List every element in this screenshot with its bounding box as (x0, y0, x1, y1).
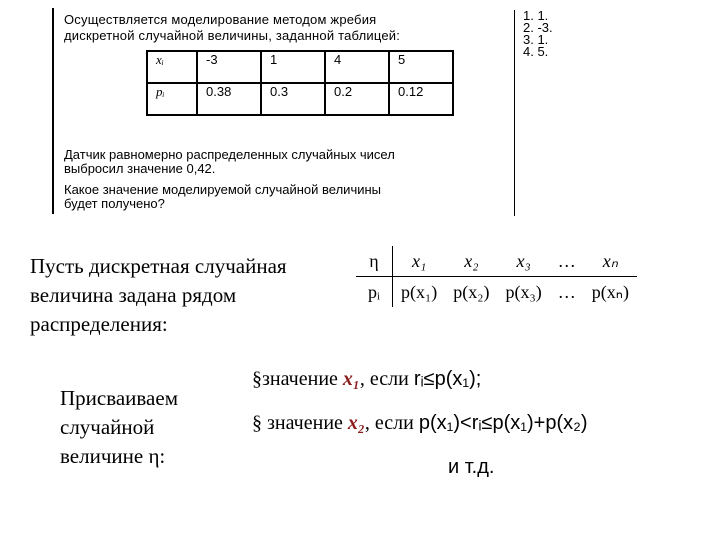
rule-x1 (252, 368, 481, 391)
series-x-cell: x₁ (393, 246, 446, 277)
assign-text: Присваиваем случайной величине η: (60, 386, 178, 468)
table-row-header: pᵢ (147, 83, 197, 115)
series-x-cell: x₂ (445, 246, 497, 277)
task-image (52, 8, 519, 214)
task-distribution-table (146, 50, 454, 116)
task-question-line: дискретной случайной величины, заданной таблицей: (64, 28, 401, 43)
bullet-icon: § (252, 412, 267, 434)
table-cell: -3 (197, 51, 261, 83)
answer-options (514, 10, 553, 216)
answer-option[interactable]: 1. 1. (523, 8, 549, 23)
series-p-cell: p(x₂) (453, 281, 490, 302)
distribution-series-table (356, 246, 637, 307)
bullet-icon: § (252, 368, 262, 390)
rule-prefix: значение (267, 412, 348, 434)
answer-option[interactable]: 4. 5. (523, 44, 549, 59)
series-p-cell: p(x₁) (401, 281, 438, 302)
intro-text: Пусть дискретная случайная величина задана рядом распределения: (30, 254, 287, 336)
table-cell: 0.2 (325, 83, 389, 115)
rule-condition: p(x₁)<rᵢ≤p(x₁)+p(x₂) (418, 412, 588, 434)
rule-var: x₁ (342, 368, 360, 390)
task-question (64, 12, 400, 44)
table-cell: 4 (325, 51, 389, 83)
task-ask-line: будет получено? (64, 196, 165, 211)
rule-condition: rᵢ≤p(x₁); (413, 368, 482, 390)
series-x-cell: xₙ (584, 246, 637, 277)
eta-header: η (356, 246, 393, 277)
task-ask-text (64, 183, 381, 211)
task-ask-line: Какое значение моделируемой случайной величины (64, 182, 381, 197)
series-p-cell: … (557, 281, 576, 302)
series-p-cell: p(x₃) (505, 281, 542, 302)
table-row-header: xᵢ (147, 51, 197, 83)
rule-var: x₂ (347, 412, 365, 434)
rule-mid: , если (364, 412, 419, 434)
table-cell: 0.3 (261, 83, 325, 115)
task-sensor-text (64, 148, 395, 176)
table-cell: 0.38 (197, 83, 261, 115)
task-sensor-line: выбросил значение 0,42. (64, 161, 216, 176)
answer-option[interactable]: 2. -3. (523, 20, 553, 35)
task-question-line: Осуществляется моделирование методом жребия (64, 12, 377, 27)
table-cell: 1 (261, 51, 325, 83)
series-x-cell: x₃ (498, 246, 550, 277)
pi-header: pᵢ (356, 277, 393, 308)
rule-mid: , если (359, 368, 414, 390)
answer-option[interactable]: 3. 1. (523, 32, 549, 47)
series-x-cell: … (550, 246, 584, 277)
task-sensor-line: Датчик равномерно распределенных случайных чисел (64, 147, 395, 162)
rule-prefix: значение (262, 368, 343, 390)
etc-text: и т.д. (448, 456, 495, 478)
series-p-cell: p(xₙ) (591, 281, 629, 302)
table-cell: 0.12 (389, 83, 453, 115)
table-cell: 5 (389, 51, 453, 83)
rule-x2 (252, 412, 588, 435)
